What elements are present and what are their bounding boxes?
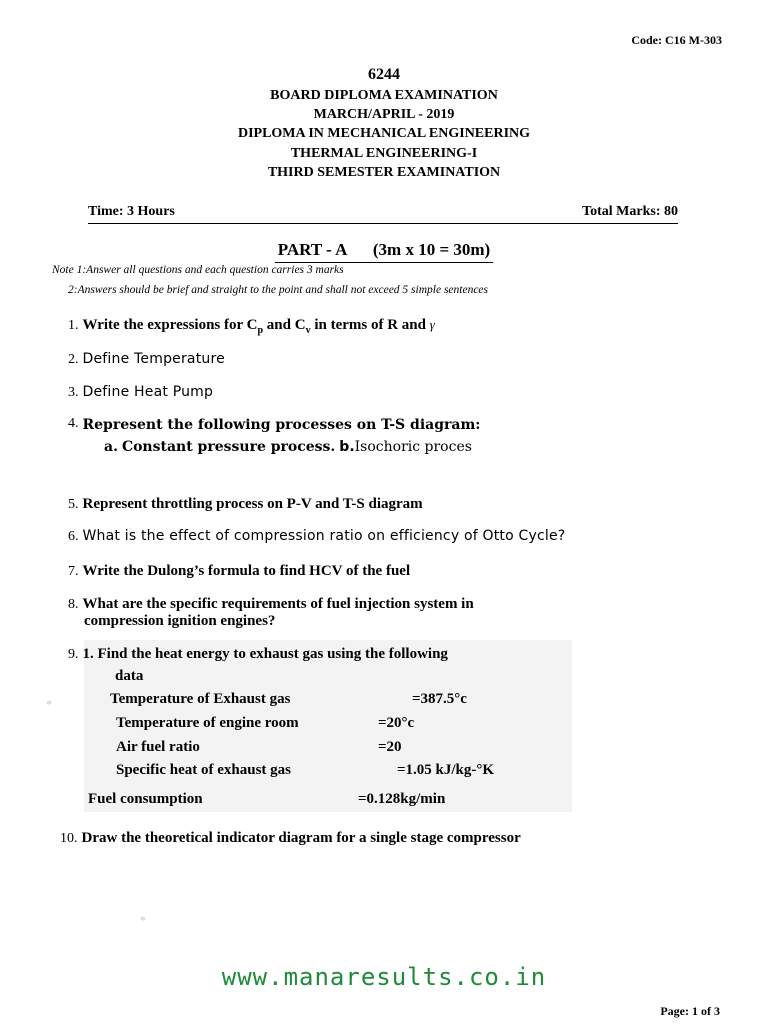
question-text: Define Heat Pump	[82, 384, 214, 400]
question-text-line-1: 1. Find the heat energy to exhaust gas using the following	[82, 646, 448, 662]
header-line-board: BOARD DIPLOMA EXAMINATION	[270, 88, 498, 103]
question-number: 5.	[68, 497, 79, 512]
subscript-v: v	[305, 325, 311, 336]
question-5	[68, 495, 423, 513]
question-text: Write the Dulong’s formula to find HCV of the fuel	[82, 563, 411, 579]
subscript-p: p	[257, 325, 264, 336]
question-number: 6.	[68, 529, 79, 544]
part-marks: (3m x 10 = 30m)	[372, 240, 491, 259]
question-4	[68, 416, 480, 434]
question-text: Draw the theoretical indicator diagram for a single stage compressor	[81, 830, 521, 846]
star-mark: *	[46, 697, 52, 711]
header-line-subject: THERMAL ENGINEERING-I	[290, 146, 478, 161]
question-7	[68, 562, 410, 580]
paper-code: Code: C16 M-303	[631, 33, 722, 47]
note-2: 2:Answers should be brief and straight to the point and shall not exceed 5 simple sentences	[68, 284, 489, 296]
question-3	[68, 383, 213, 401]
data-row-label: Air fuel ratio	[116, 739, 200, 755]
data-row-label: Temperature of Exhaust gas	[110, 691, 291, 707]
data-row-value: =387.5°c	[412, 691, 467, 707]
note-1: Note 1:Answer all questions and each question carries 3 marks	[52, 264, 344, 276]
part-title: PART - A	[277, 240, 348, 259]
time-label: Time: 3 Hours	[88, 204, 175, 219]
option-a-label: a.	[104, 439, 118, 455]
data-row-value: =0.128kg/min	[358, 791, 446, 807]
part-heading-underlined	[275, 240, 493, 263]
data-row-value: =20°c	[378, 715, 415, 731]
data-row-value: =20	[378, 739, 402, 755]
question-2	[68, 350, 225, 368]
question-10	[60, 829, 521, 847]
question-number: 7.	[68, 564, 79, 579]
question-number: 8.	[68, 597, 79, 612]
question-9	[68, 645, 448, 663]
question-text: Represent throttling process on P-V and T-S diagram	[82, 496, 423, 512]
question-text	[82, 317, 435, 336]
question-6	[68, 527, 565, 545]
star-mark: *	[140, 913, 146, 927]
question-9-line-2: data	[115, 668, 144, 684]
time-marks-bar	[88, 204, 678, 224]
question-4-options	[104, 438, 472, 456]
question-number: 9.	[68, 647, 79, 662]
option-a-text: Constant pressure process.	[121, 439, 336, 455]
q1-text-part-c: in terms of R and	[310, 317, 430, 333]
q1-text-part-a: Write the expressions for C	[82, 317, 258, 333]
question-number: 3.	[68, 385, 79, 400]
gamma-symbol: γ	[429, 317, 435, 332]
data-row-label: Temperature of engine room	[116, 715, 299, 731]
question-text: Represent the following processes on T-S diagram:	[82, 417, 481, 433]
page-number: Page: 1 of 3	[660, 1004, 720, 1018]
question-text: Define Temperature	[82, 351, 225, 367]
question-text: What is the effect of compression ratio on efficiency of Otto Cycle?	[82, 528, 566, 544]
data-row-label: Fuel consumption	[88, 791, 203, 807]
header-line-session: MARCH/APRIL - 2019	[313, 107, 455, 122]
question-number: 4.	[68, 416, 79, 431]
website-watermark[interactable]: www.manaresults.co.in	[221, 963, 547, 991]
total-marks-label: Total Marks: 80	[582, 204, 678, 219]
q1-text-part-b: and C	[263, 317, 306, 333]
question-1	[68, 316, 435, 336]
data-row-label: Specific heat of exhaust gas	[116, 762, 291, 778]
question-number: 1.	[68, 318, 79, 333]
header-line-semester: THIRD SEMESTER EXAMINATION	[267, 165, 501, 180]
option-b-text: Isochoric proces	[354, 439, 472, 455]
header-line-diploma: DIPLOMA IN MECHANICAL ENGINEERING	[237, 126, 531, 141]
question-8-line-2: compression ignition engines?	[84, 613, 276, 629]
paper-number: 6244	[368, 66, 400, 83]
data-row-value: =1.05 kJ/kg-°K	[397, 762, 495, 778]
question-8	[68, 595, 474, 613]
question-number: 10.	[60, 831, 78, 846]
question-text-line-1: What are the specific requirements of fuel injection system in	[82, 596, 474, 612]
part-heading	[0, 240, 768, 263]
option-b-label: b.	[339, 439, 355, 455]
question-number: 2.	[68, 352, 79, 367]
